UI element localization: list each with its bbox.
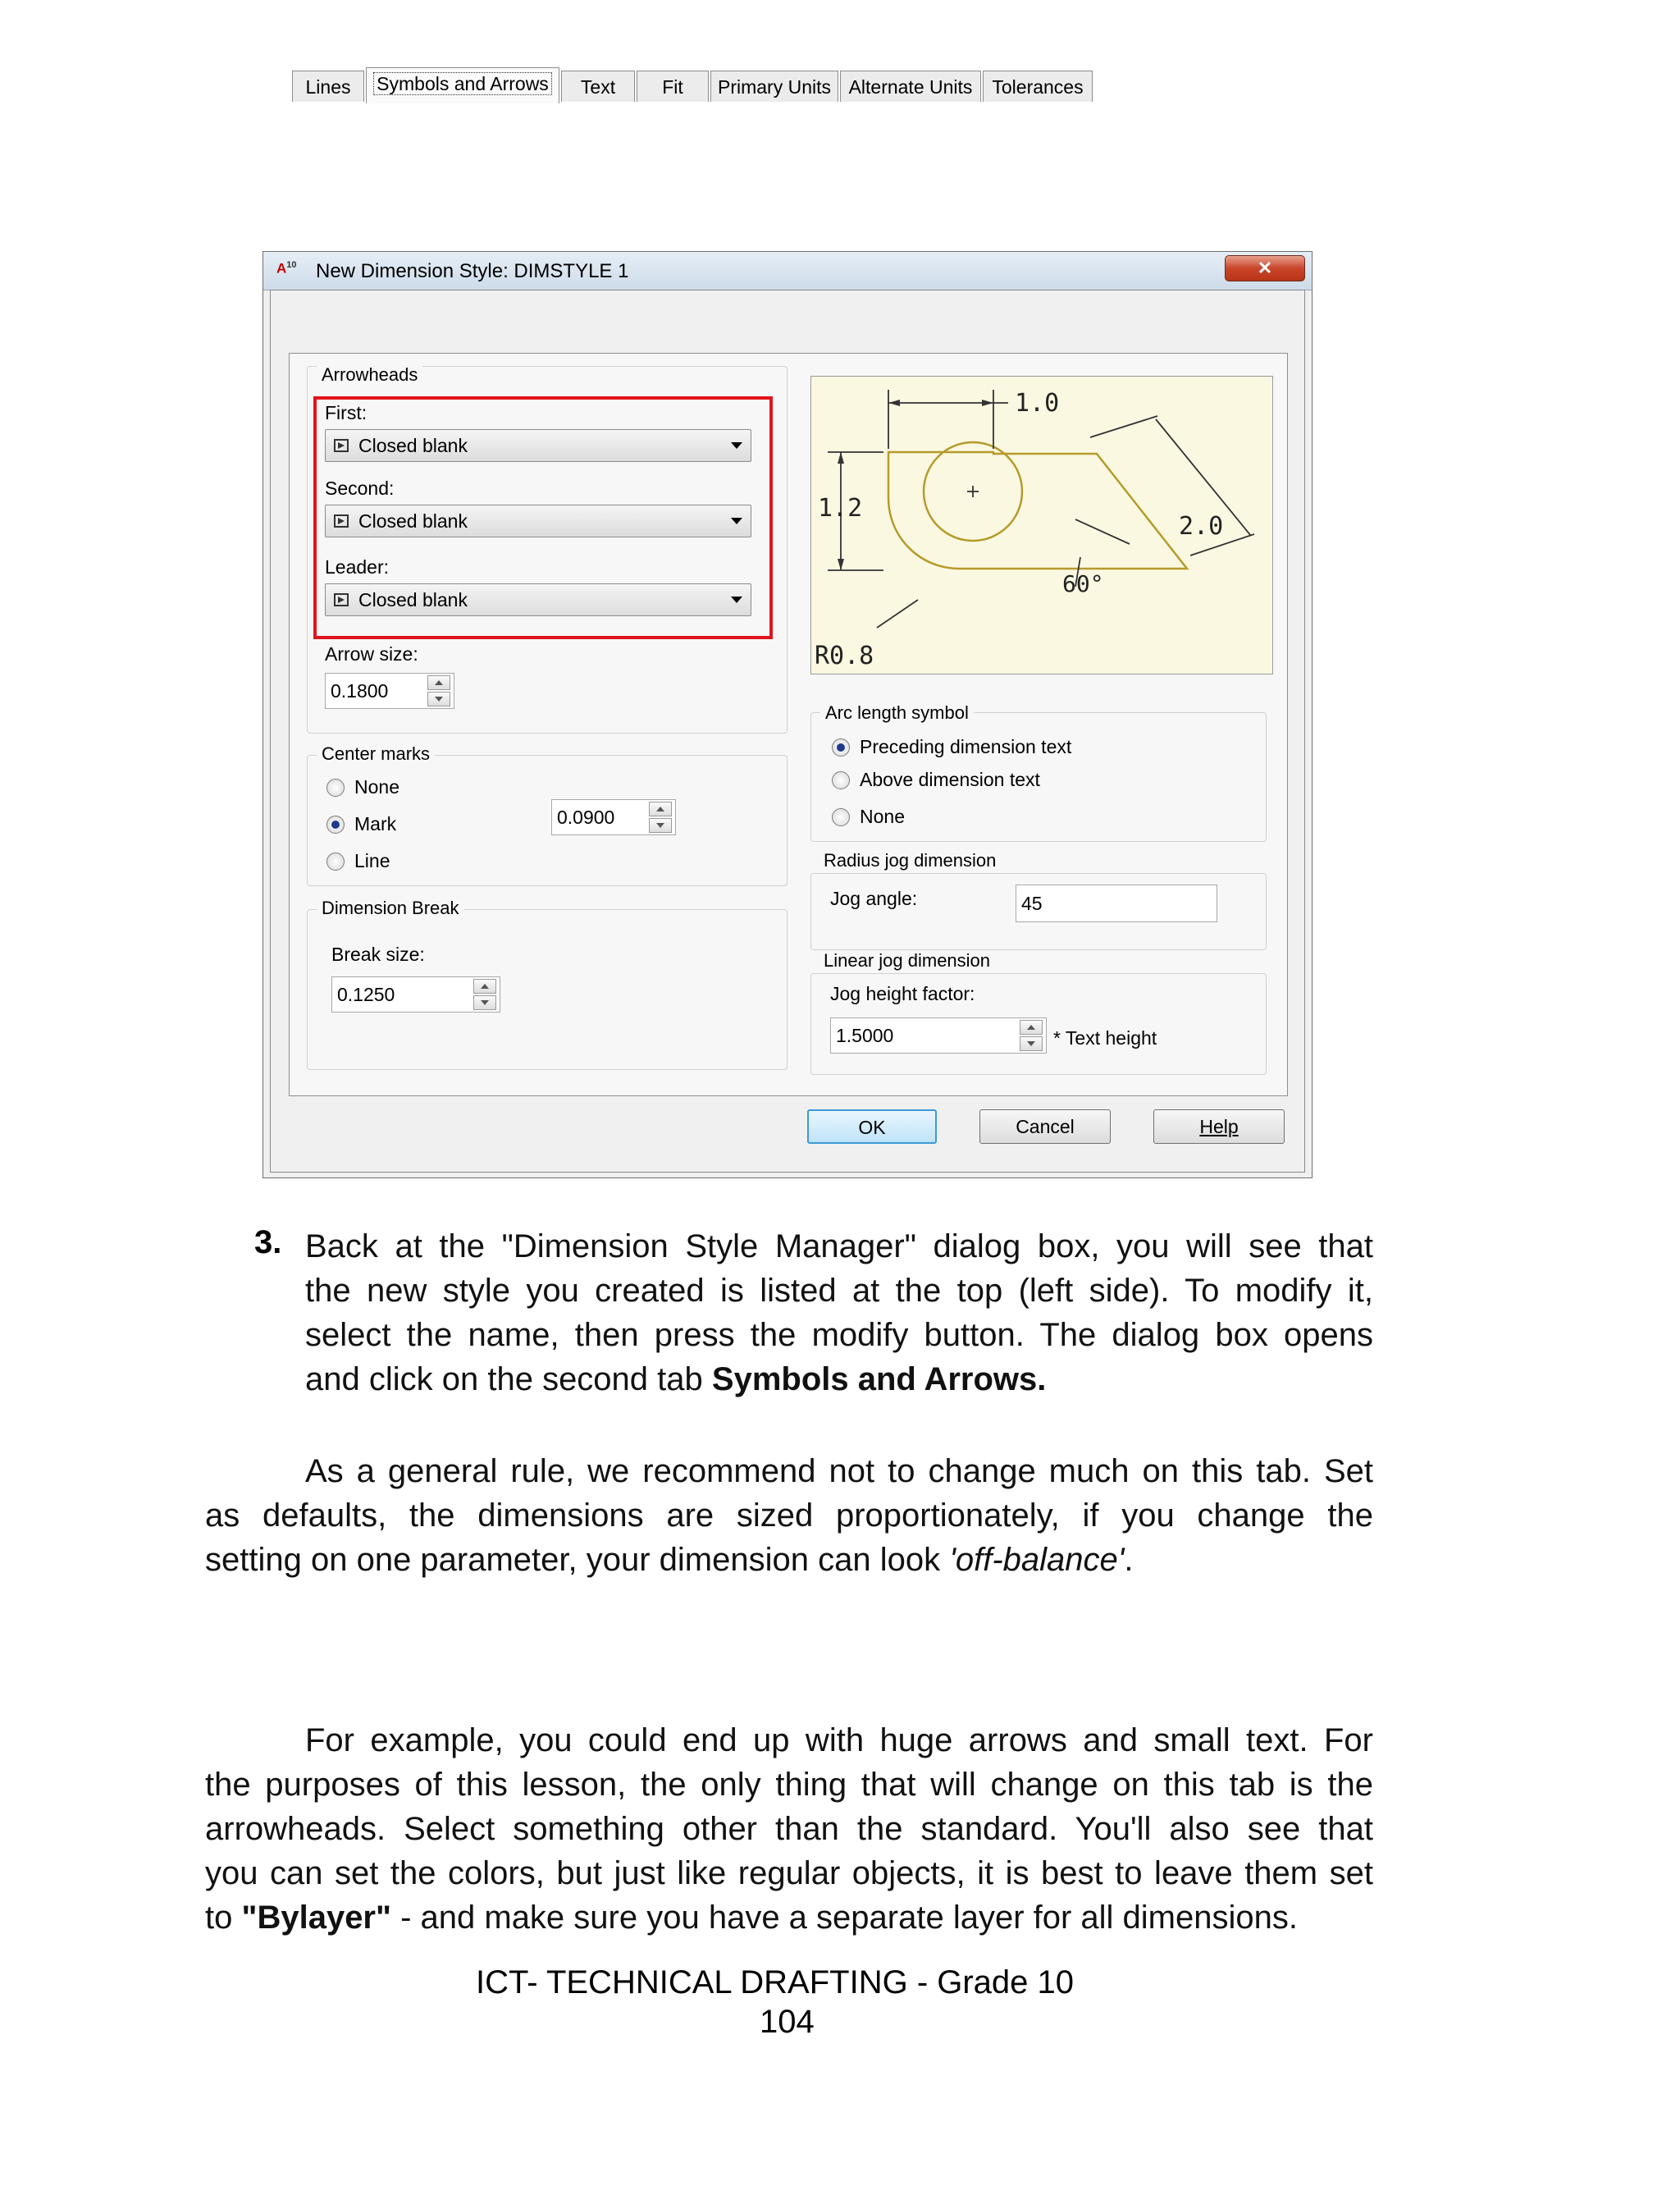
spin-up-icon[interactable] <box>1020 1020 1043 1035</box>
help-button[interactable]: Help <box>1153 1109 1285 1144</box>
footer-title: ICT- TECHNICAL DRAFTING - Grade 10 <box>476 1964 1075 2000</box>
arc-preceding-radio[interactable] <box>832 738 850 757</box>
highlight-frame <box>313 396 773 639</box>
center-mark-size-spinner[interactable] <box>551 799 676 835</box>
arc-preceding-label: Preceding dimension text <box>860 736 1072 757</box>
arc-length-symbol-legend: Arc length symbol <box>820 702 974 724</box>
spin-up-icon[interactable] <box>649 802 672 816</box>
arc-none-radio[interactable] <box>832 808 850 826</box>
jog-height-factor-spinner[interactable] <box>830 1017 1047 1054</box>
paragraph-line: as defaults, the dimensions are sized proportionately, if you change the <box>205 1497 1373 1534</box>
leader-arrowhead-value: Closed blank <box>358 589 468 610</box>
second-arrowhead-value: Closed blank <box>358 510 468 532</box>
linear-jog-legend: Linear jog dimension <box>819 950 995 972</box>
spin-down-icon[interactable] <box>473 995 496 1010</box>
first-label: First: <box>325 402 368 423</box>
center-mark-none-radio[interactable] <box>326 779 345 797</box>
jog-height-factor-value: 1.5000 <box>836 1025 894 1046</box>
step-paragraph <box>305 1224 1373 1357</box>
preview-dim-left: 1.2 <box>818 494 863 523</box>
spin-down-icon[interactable] <box>1020 1036 1043 1051</box>
tab-fit[interactable]: Fit <box>637 71 709 102</box>
dialog-titlebar <box>263 252 1312 290</box>
step-line: select the name, then press the modify button. The dialog box opens <box>305 1317 1373 1353</box>
tab-tolerances[interactable]: Tolerances <box>983 71 1093 102</box>
paragraph-line: - and make sure you have a separate layer for all dimensions. <box>390 1900 1298 1936</box>
second-label: Second: <box>325 478 395 499</box>
paragraph-line: setting on one parameter, your dimension can look <box>205 1542 950 1578</box>
center-marks-legend: Center marks <box>317 743 435 765</box>
center-mark-line-label: Line <box>354 850 390 871</box>
general-rule-paragraph <box>205 1449 1373 1538</box>
step-number: 3. <box>254 1224 282 1260</box>
arc-none-label: None <box>860 806 905 827</box>
center-mark-mark-label: Mark <box>354 813 397 834</box>
spin-up-icon[interactable] <box>473 979 496 994</box>
arrow-size-label: Arrow size: <box>325 643 418 665</box>
paragraph-line: you can set the colors, but just like regular objects, it is best to leave them set <box>205 1855 1373 1891</box>
dimension-preview <box>810 376 1273 674</box>
preview-angle: 60° <box>1062 570 1104 597</box>
spin-up-icon[interactable] <box>427 675 450 690</box>
tab-symbols-and-arrows[interactable]: Symbols and Arrows <box>366 67 559 103</box>
jog-angle-value: 45 <box>1021 893 1043 914</box>
example-last-line <box>205 1895 1298 1940</box>
preview-radius: R0.8 <box>815 642 874 670</box>
jog-angle-label: Jog angle: <box>830 888 918 909</box>
page-number: 104 <box>760 2004 815 2040</box>
paragraph-line: the purposes of this lesson, the only thing that will change on this tab is the <box>205 1767 1373 1803</box>
tab-lines[interactable]: Lines <box>292 71 364 102</box>
preview-dim-diagonal: 2.0 <box>1179 512 1224 541</box>
spin-down-icon[interactable] <box>649 818 672 833</box>
paragraph-line: arrowheads. Select something other than the standard. You'll also see that <box>205 1811 1373 1847</box>
step-line: Back at the "Dimension Style Manager" dialog box, you will see that <box>305 1228 1373 1264</box>
paragraph-line: For example, you could end up with huge arrows and small text. For <box>305 1722 1373 1758</box>
tab-primary-units[interactable]: Primary Units <box>710 71 838 102</box>
center-mark-mark-radio[interactable] <box>326 816 345 834</box>
autocad-app-icon: $A^{10}$ <box>276 260 297 277</box>
example-paragraph <box>205 1718 1373 1895</box>
center-mark-none-label: None <box>354 776 399 798</box>
text-height-suffix: * Text height <box>1053 1027 1157 1049</box>
arrow-size-value: 0.1800 <box>331 680 389 702</box>
center-mark-size-value: 0.0900 <box>557 807 615 828</box>
step-last-line <box>305 1357 1046 1401</box>
ok-button[interactable]: OK <box>807 1109 937 1144</box>
paragraph-line: to <box>205 1900 242 1936</box>
arrowheads-legend: Arrowheads <box>317 364 422 386</box>
arrow-size-spinner[interactable] <box>325 673 454 709</box>
spin-down-icon[interactable] <box>427 692 450 706</box>
radius-jog-legend: Radius jog dimension <box>819 850 1001 871</box>
dialog-title: New Dimension Style: DIMSTYLE 1 <box>316 260 629 282</box>
arc-above-radio[interactable] <box>832 771 850 789</box>
tab-text[interactable]: Text <box>561 71 635 102</box>
cancel-button[interactable]: Cancel <box>979 1109 1111 1144</box>
dimension-break-legend: Dimension Break <box>317 898 464 919</box>
off-balance-text: 'off-balance' <box>949 1542 1125 1578</box>
step-tab-name: Symbols and Arrows. <box>711 1361 1047 1397</box>
jog-angle-input[interactable] <box>1016 885 1217 922</box>
jog-height-factor-label: Jog height factor: <box>830 983 975 1004</box>
break-size-spinner[interactable] <box>331 976 500 1013</box>
step-line: the new style you created is listed at the top (left side). To modify it, <box>305 1273 1373 1309</box>
first-arrowhead-value: Closed blank <box>358 435 468 456</box>
step-last-line-text: and click on the second tab <box>305 1361 712 1397</box>
preview-drawing <box>811 377 1274 675</box>
tab-alternate-units[interactable]: Alternate Units <box>840 71 981 102</box>
preview-dim-top: 1.0 <box>1015 389 1060 418</box>
bylayer-text: "Bylayer" <box>241 1900 391 1936</box>
leader-label: Leader: <box>325 556 390 578</box>
break-size-label: Break size: <box>331 944 425 965</box>
general-rule-last-line <box>205 1538 1134 1582</box>
close-button[interactable]: ✕ <box>1225 255 1305 281</box>
arc-above-label: Above dimension text <box>860 769 1040 790</box>
break-size-value: 0.1250 <box>337 984 395 1005</box>
center-mark-line-radio[interactable] <box>326 853 345 871</box>
paragraph-line: As a general rule, we recommend not to change much on this tab. Set <box>305 1453 1373 1489</box>
paragraph-punctuation: . <box>1124 1542 1134 1578</box>
